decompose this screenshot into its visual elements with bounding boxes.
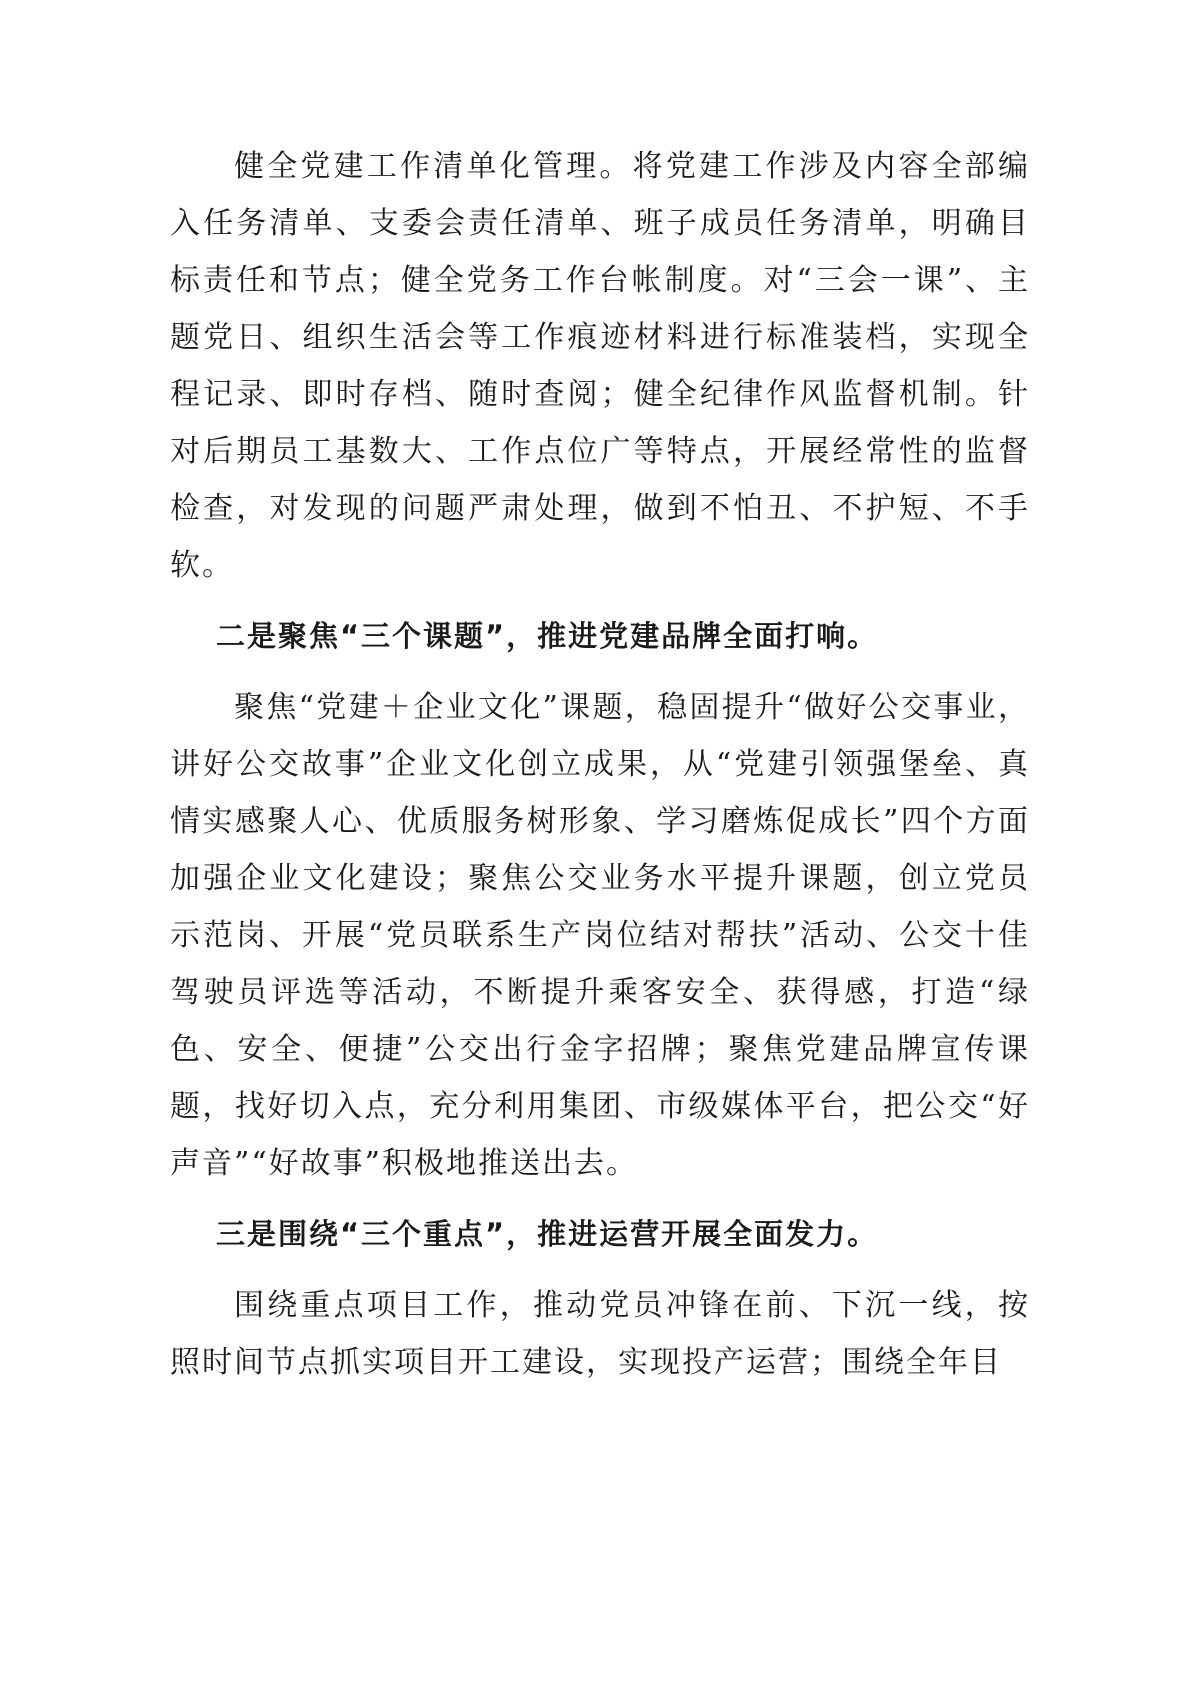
body-paragraph: 围绕重点项目工作，推动党员冲锋在前、下沉一线，按照时间节点抓实项目开工建设，实现投产运营；围绕全年目 — [170, 1288, 1030, 1380]
section-heading: 二是聚焦“三个课题”，推进党建品牌全面打响。 — [216, 619, 879, 653]
body-paragraph: 健全党建工作清单化管理。将党建工作涉及内容全部编入任务清单、支委会责任清单、班子成员任务清单，明确目标责任和节点；健全党务工作台帐制度。对“三会一课”、主题党日、组织生活会等工作痕迹材料进行标准装档，实现全程记录、即时存档、随时查阅；健全纪律作风监督机制。针对后期员工基数大、工作点位广等特点，开展经常性的监督检查，对发现的问题严肃处理，做到不怕丑、不护短、不手软。 — [170, 149, 1030, 583]
section-heading: 三是围绕“三个重点”，推进运营开展全面发力。 — [216, 1217, 879, 1251]
body-paragraph: 聚焦“党建＋企业文化”课题，稳固提升“做好公交事业，讲好公交故事”企业文化创立成果，从“党建引领强堡垒、真情实感聚人心、优质服务树形象、学习磨炼促成长”四个方面加强企业文化建设；聚焦公交业务水平提升课题，创立党员示范岗、开展“党员联系生产岗位结对帮扶”活动、公交十佳驾驶员评选等活动，不断提升乘客安全、获得感，打造“绿色、安全、便捷”公交出行金字招牌；聚焦党建品牌宣传课题，找好切入点，充分利用集团、市级媒体平台，把公交“好声音”“好故事”积极地推送出去。 — [170, 690, 1030, 1181]
